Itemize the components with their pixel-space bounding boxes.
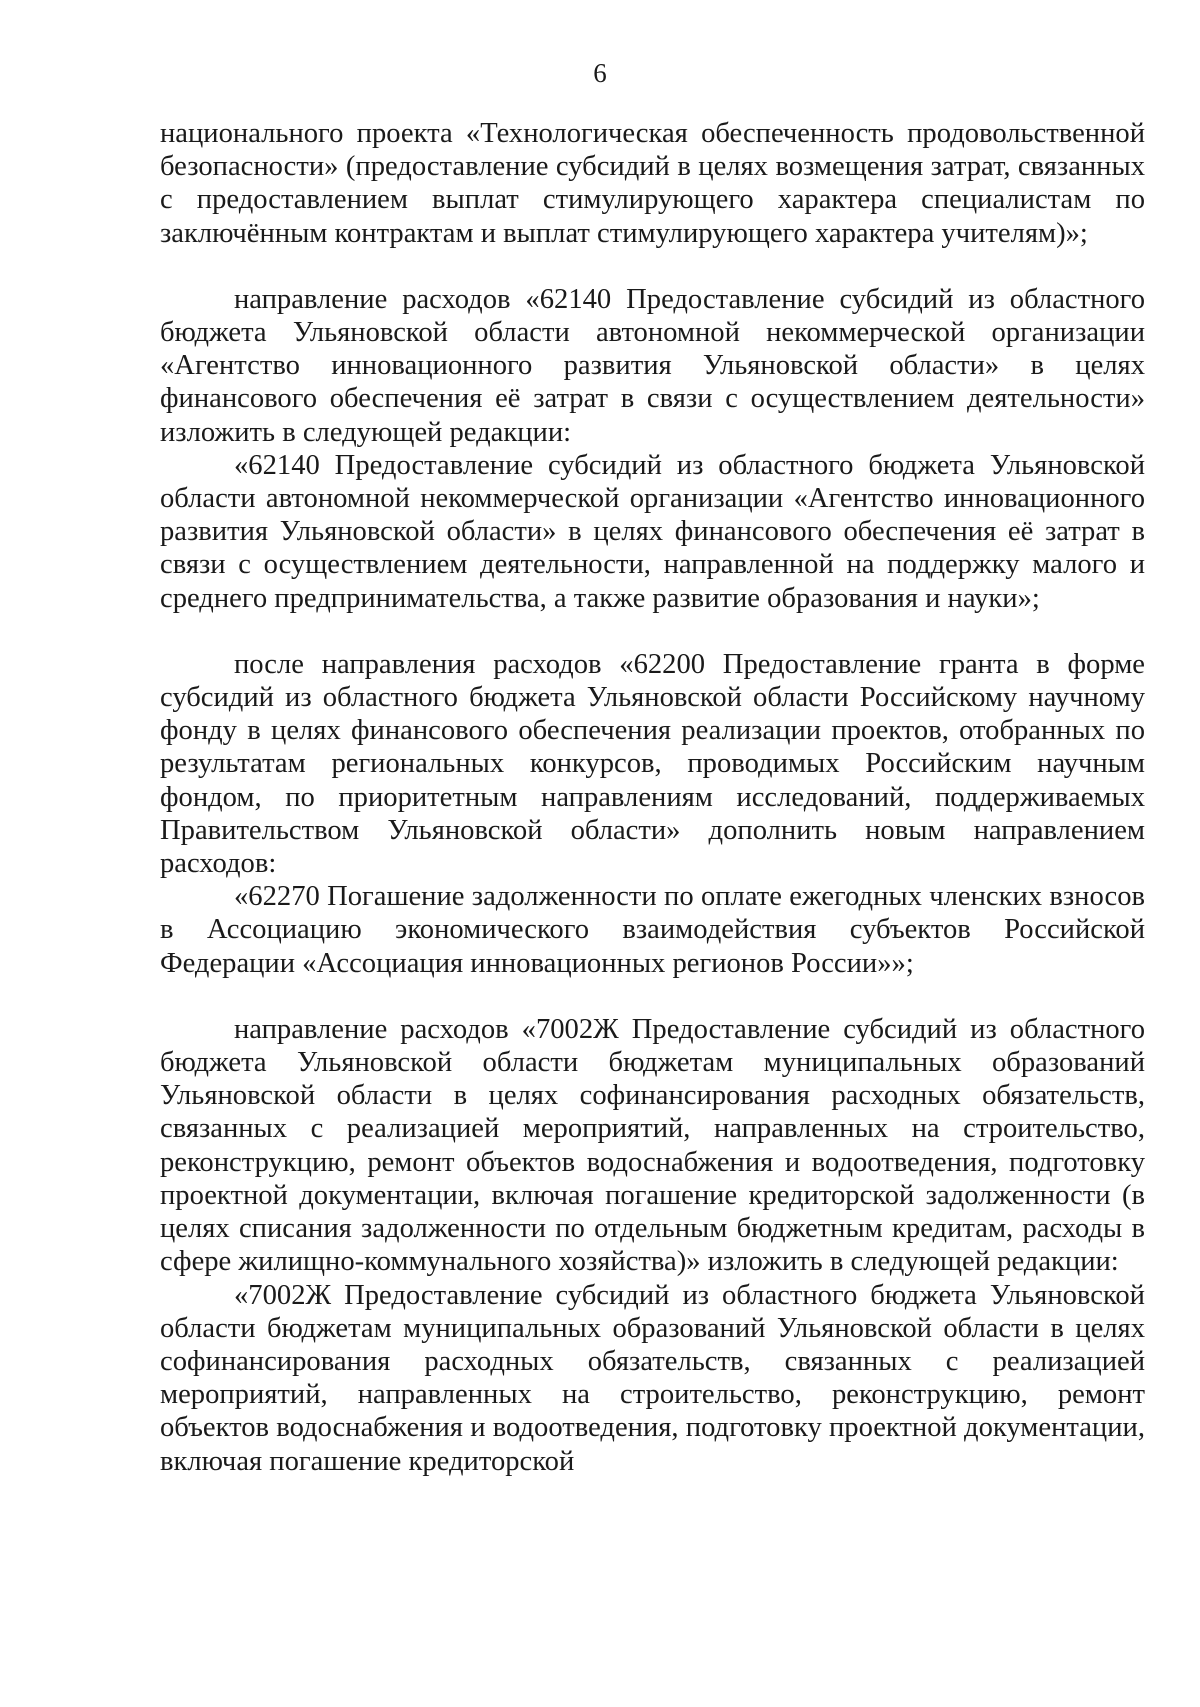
page-number: 6 [593,58,607,88]
document-body [160,117,1145,1478]
paragraph-6: направление расходов «7002Ж Предоставление субсидий из областного бюджета Ульяновской области бюджетам муниципальных образований Ульяновской области в целях софинансирования расходных обязательств, связанных с реализацией мероприятий, направленных на строительство, реконструкцию, ремонт объектов водоснабжения и водоотведения, подготовку проектной документации, включая погашение кредиторской задолженности (в целях списания задолженности по отдельным бюджетным кредитам, расходы в сфере жилищно-коммунального хозяйства)» изложить в следующей редакции: [160,1013,1145,1278]
paragraph-4: после направления расходов «62200 Предоставление гранта в форме субсидий из областного бюджета Ульяновской области Российскому научному фонду в целях финансового обеспечения реализации проектов, отобранных по результатам региональных конкурсов, проводимых Российским научным фондом, по приоритетным направлениям исследований, поддерживаемых Правительством Ульяновской области» дополнить новым направлением расходов: [160,648,1145,880]
paragraph-7: «7002Ж Предоставление субсидий из областного бюджета Ульяновской области бюджетам муниципальных образований Ульяновской области в целях софинансирования расходных обязательств, связанных с реализацией мероприятий, направленных на строительство, реконструкцию, ремонт объектов водоснабжения и водоотведения, подготовку проектной документации, включая погашение кредиторской [160,1279,1145,1477]
paragraph-5: «62270 Погашение задолженности по оплате ежегодных членских взносов в Ассоциацию экономического взаимодействия субъектов Российской Федерации «Ассоциация инновационных регионов России»»; [160,881,1145,979]
paragraph-2: направление расходов «62140 Предоставление субсидий из областного бюджета Ульяновской области автономной некоммерческой организации «Агентство инновационного развития Ульяновской области» в целях финансового обеспечения её затрат в связи с осуществлением деятельности» изложить в следующей редакции: [160,283,1145,448]
paragraph-1: национального проекта «Технологическая обеспеченность продовольственной безопасности» (предоставление субсидий в целях возмещения затрат, связанных с предоставлением выплат стимулирующего характера специалистам по заключённым контрактам и выплат стимулирующего характера учителям)»; [160,118,1145,249]
paragraph-3: «62140 Предоставление субсидий из областного бюджета Ульяновской области автономной некоммерческой организации «Агентство инновационного развития Ульяновской области» в целях финансового обеспечения её затрат в связи с осуществлением деятельности, направленной на поддержку малого и среднего предпринимательства, а также развитие образования и науки»; [160,449,1145,614]
